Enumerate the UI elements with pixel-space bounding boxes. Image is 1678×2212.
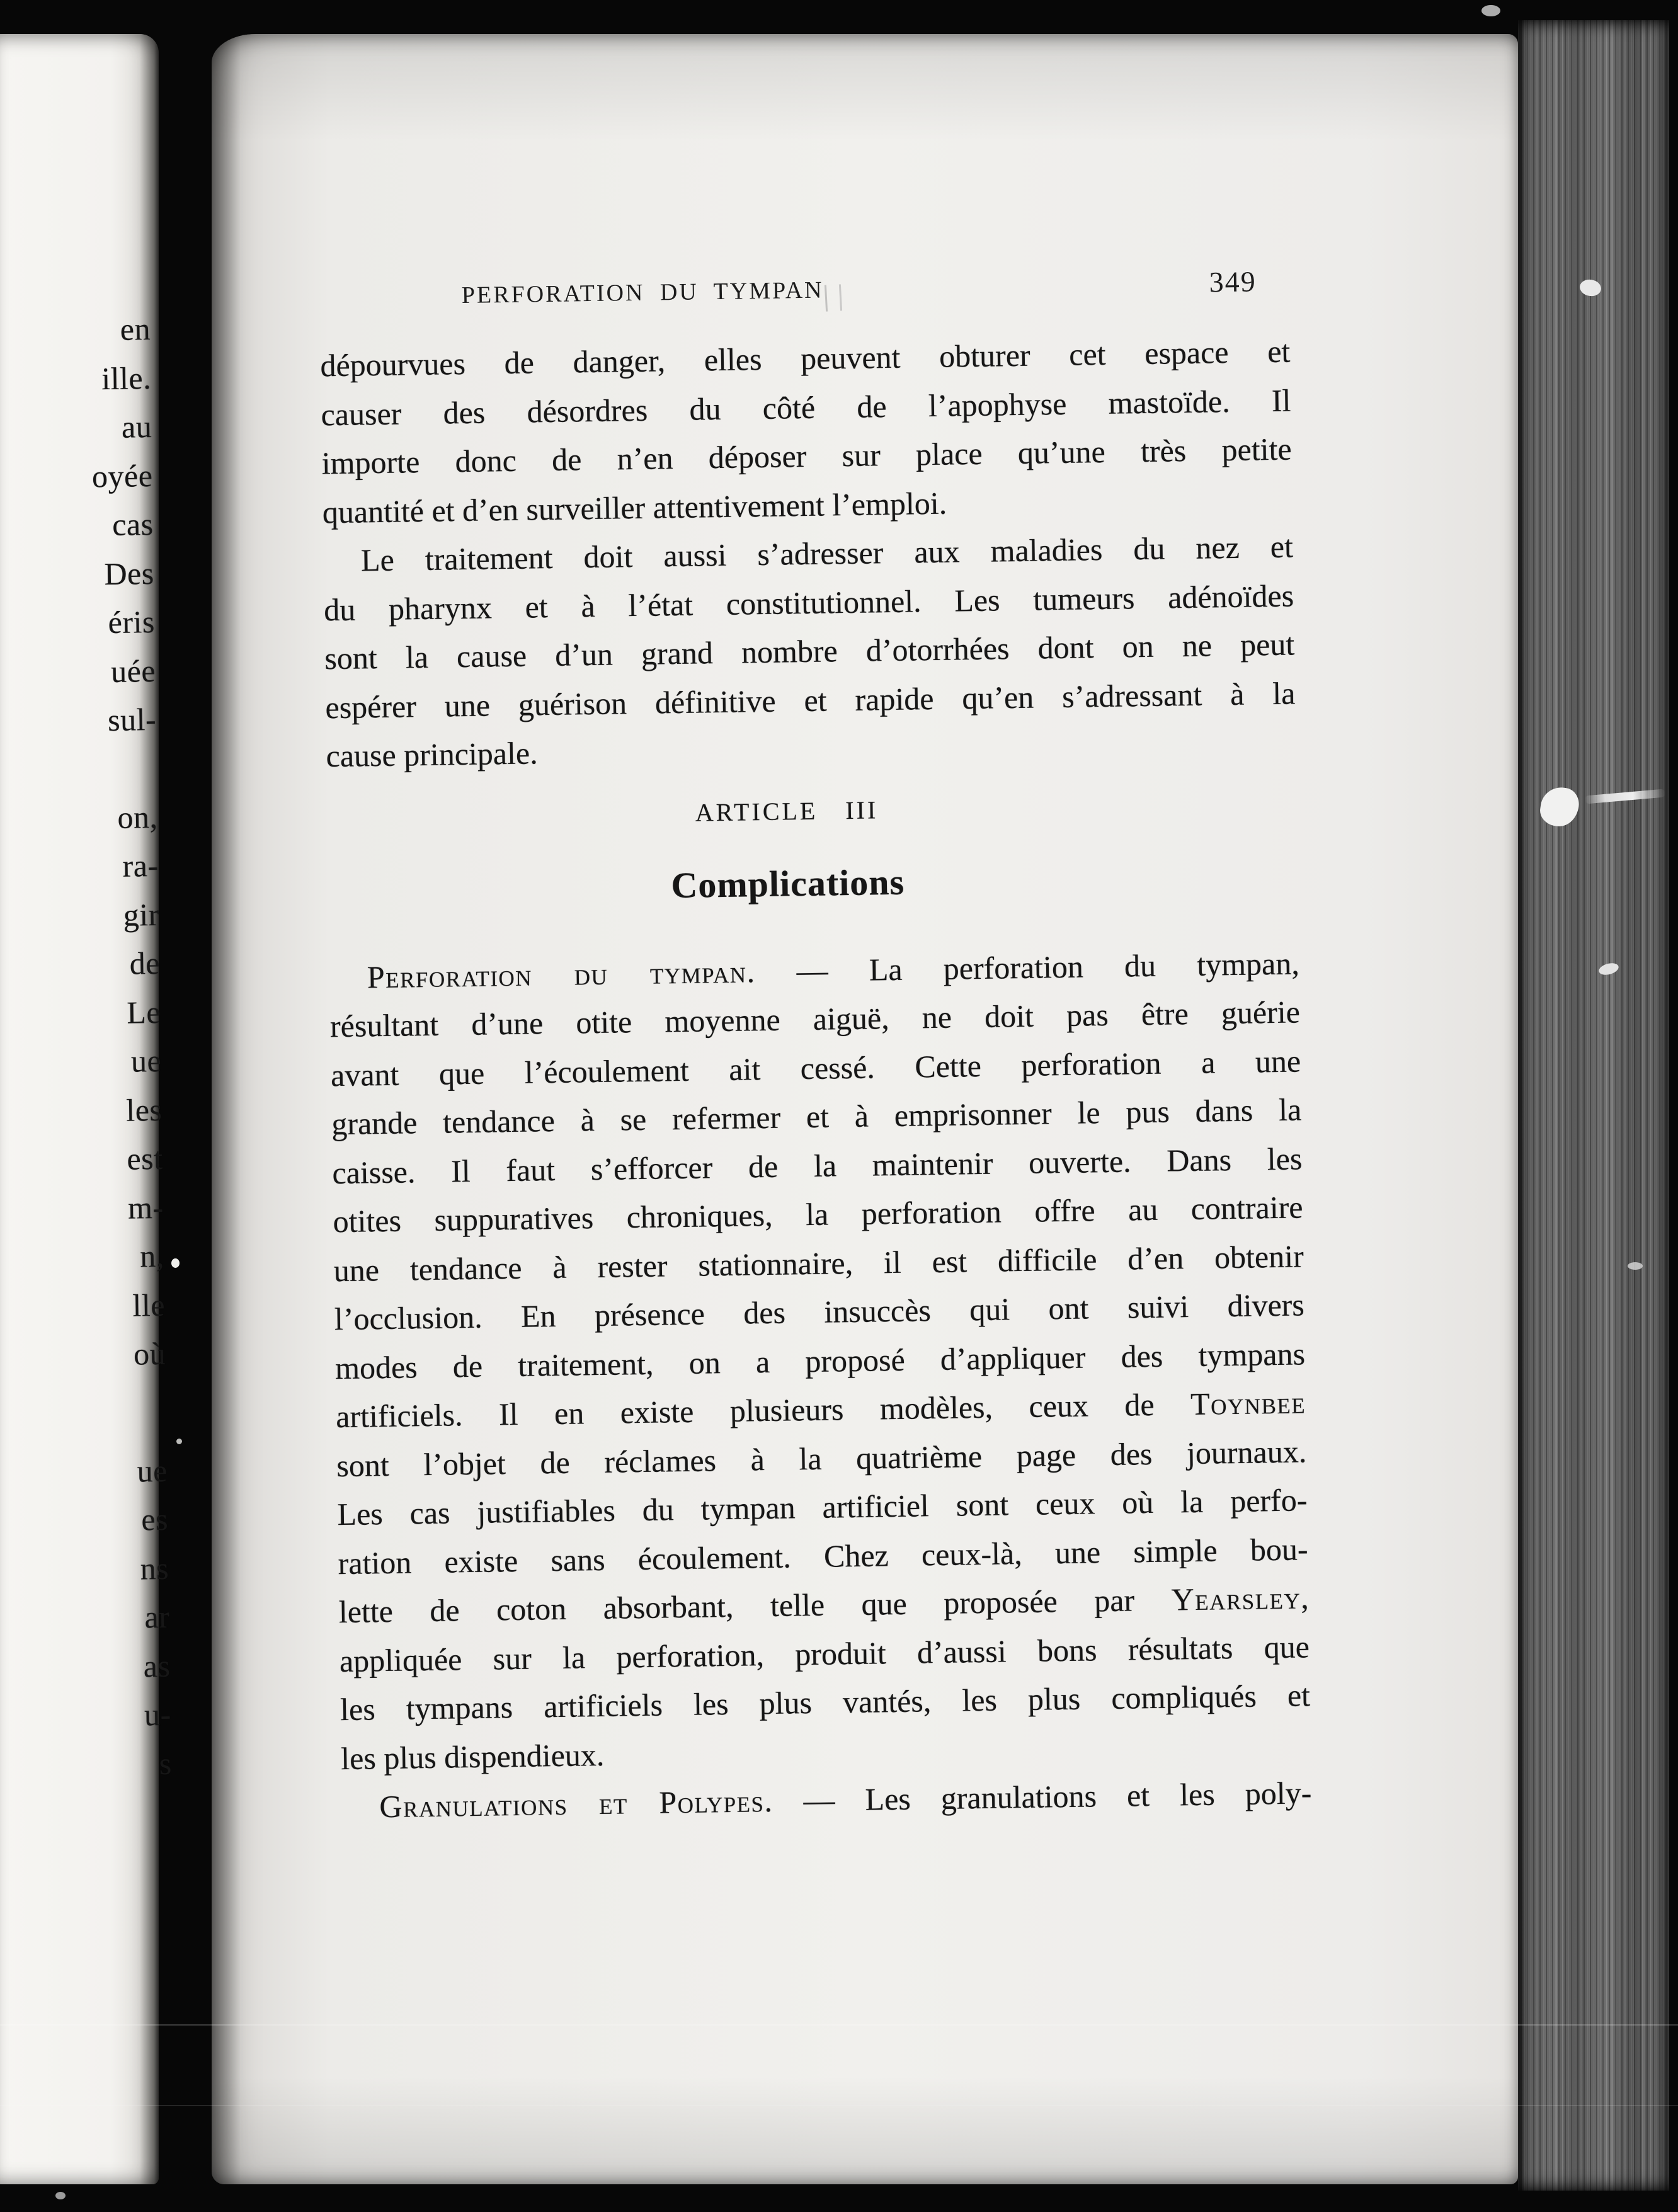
- smallcaps-term: Perforation du tympan.: [367, 953, 756, 995]
- text-line: cause principale.: [326, 735, 538, 774]
- text-line: une tendance à rester stationnaire, il est difficile d’en obtenir: [333, 1238, 1304, 1288]
- line-text: lette de coton absorbant, telle que proposée par: [338, 1582, 1135, 1630]
- fragment-line: ille.: [101, 360, 152, 396]
- fragment-line: ue: [130, 1042, 162, 1079]
- smallcaps-name: Yearsley: [1171, 1580, 1301, 1617]
- fragment-line: as: [142, 1648, 171, 1684]
- text-line: quantité et d’en surveiller attentivement l’emploi.: [322, 485, 947, 530]
- fragment-line: Le: [126, 994, 161, 1030]
- paper-speck: [1628, 1262, 1643, 1270]
- text-line: avant que l’écoulement ait cessé. Cette perforation a une: [330, 1042, 1301, 1093]
- text-line: caisse. Il faut s’efforcer de la maintenir ouverte. Dans les: [332, 1140, 1303, 1190]
- text-line: modes de traitement, on a proposé d’appliquer des tympans: [334, 1335, 1306, 1386]
- book-fore-edge: [1518, 20, 1669, 2191]
- article-heading: ARTICLE III: [695, 795, 879, 827]
- paragraph-gap: [105, 1378, 167, 1447]
- text-line: résultant d’une otite moyenne aiguë, ne doit pas être guérie: [329, 994, 1301, 1044]
- smallcaps-name: Toynbee: [1190, 1384, 1306, 1422]
- fragment-line: es: [140, 1501, 169, 1537]
- text-line: sont l’objet de réclames à la quatrième page des journaux.: [336, 1433, 1307, 1483]
- text-line: Les cas justifiables du tympan artificiel sont ceux où la perfo-: [337, 1482, 1308, 1532]
- text-line: causer des désordres du côté de l’apophyse mastoïde. Il: [321, 382, 1291, 432]
- fragment-line: Des: [103, 555, 154, 591]
- text-line: l’occlusion. En présence des insuccès qui ont suivi divers: [334, 1287, 1305, 1337]
- page-number: 349: [1209, 265, 1257, 299]
- body-text: [320, 328, 1312, 1832]
- text-line: ration existe sans écoulement. Chez ceux-là, une simple bou-: [338, 1531, 1308, 1581]
- line-text: ,: [1300, 1580, 1310, 1616]
- paper-speck: [171, 1258, 180, 1268]
- scan-artifact-line: [0, 2105, 1678, 2106]
- fragment-line: sul-: [107, 701, 157, 738]
- book-page: [212, 34, 1518, 2184]
- line-text: — La perforation du tympan,: [796, 945, 1300, 988]
- text-line: dépourvues de danger, elles peuvent obturer cet espace et: [320, 333, 1291, 384]
- fragment-line: ue: [136, 1452, 168, 1489]
- smallcaps-term: Granulations et Polypes.: [379, 1782, 773, 1825]
- fragment-line: gir: [122, 896, 159, 933]
- line-text: — Les granulations et les poly-: [803, 1775, 1312, 1818]
- fragment-line: on,: [117, 799, 158, 835]
- fragment-line: les: [125, 1092, 163, 1128]
- text-line: les plus dispendieux.: [340, 1736, 605, 1776]
- text-line: espérer une guérison définitive et rapide qu’en s’adressant à la: [325, 675, 1296, 725]
- line-text: artificiels. Il en existe plusieurs modèles, ceux de: [335, 1386, 1155, 1435]
- text-line: otites suppuratives chroniques, la perforation offre au contraire: [333, 1189, 1303, 1240]
- fragment-line: ra-: [122, 847, 159, 884]
- paper-speck: [1481, 5, 1500, 16]
- paper-speck: [55, 2192, 66, 2199]
- fragment-line: où: [133, 1335, 166, 1372]
- running-title: PERFORATION DU TYMPAN: [461, 276, 824, 309]
- fragment-line: n,: [139, 1238, 164, 1274]
- fragment-line: éris: [107, 603, 155, 641]
- fragment-line: uée: [110, 653, 156, 689]
- text-line: Le traitement doit aussi s’adresser aux maladies du nez et: [360, 528, 1294, 578]
- fragment-line: au: [121, 408, 152, 445]
- fragment-line: s: [158, 1745, 172, 1781]
- text-line: appliquée sur la perforation, produit d’aussi bons résultats que: [339, 1628, 1310, 1679]
- text-line: grande tendance à se refermer et à emprisonner le pus dans la: [331, 1092, 1302, 1142]
- text-line: du pharynx et à l’état constitutionnel. Les tumeurs adénoïdes: [323, 577, 1294, 627]
- left-page-sliver: [0, 34, 172, 2184]
- fragment-line: de: [128, 945, 160, 981]
- fragment-line: m-: [127, 1189, 164, 1226]
- fragment-line: en: [119, 311, 151, 347]
- fragment-line: oyée: [91, 457, 153, 494]
- page-header: [319, 264, 1289, 316]
- text-line: importe donc de n’en déposer sur place qu’une très petite: [321, 431, 1293, 481]
- fragment-line: est: [126, 1140, 163, 1177]
- fragment-line: u-: [144, 1696, 171, 1733]
- fragment-line: ns: [139, 1550, 169, 1586]
- page-content: [200, 25, 1538, 2194]
- left-page-fragments: [89, 305, 172, 1789]
- fragment-line: cas: [111, 506, 154, 542]
- scan-artifact-line: [0, 2024, 1678, 2026]
- text-line: sont la cause d’un grand nombre d’otorrhées dont on ne peut: [324, 626, 1295, 676]
- fragment-line: lle: [132, 1287, 165, 1323]
- fragment-line: ar: [144, 1599, 170, 1635]
- section-heading: Complications: [670, 861, 905, 906]
- paper-speck: [176, 1439, 182, 1444]
- paragraph-gap: [96, 744, 157, 793]
- text-line: les tympans artificiels les plus vantés, les plus compliqués et: [340, 1677, 1311, 1728]
